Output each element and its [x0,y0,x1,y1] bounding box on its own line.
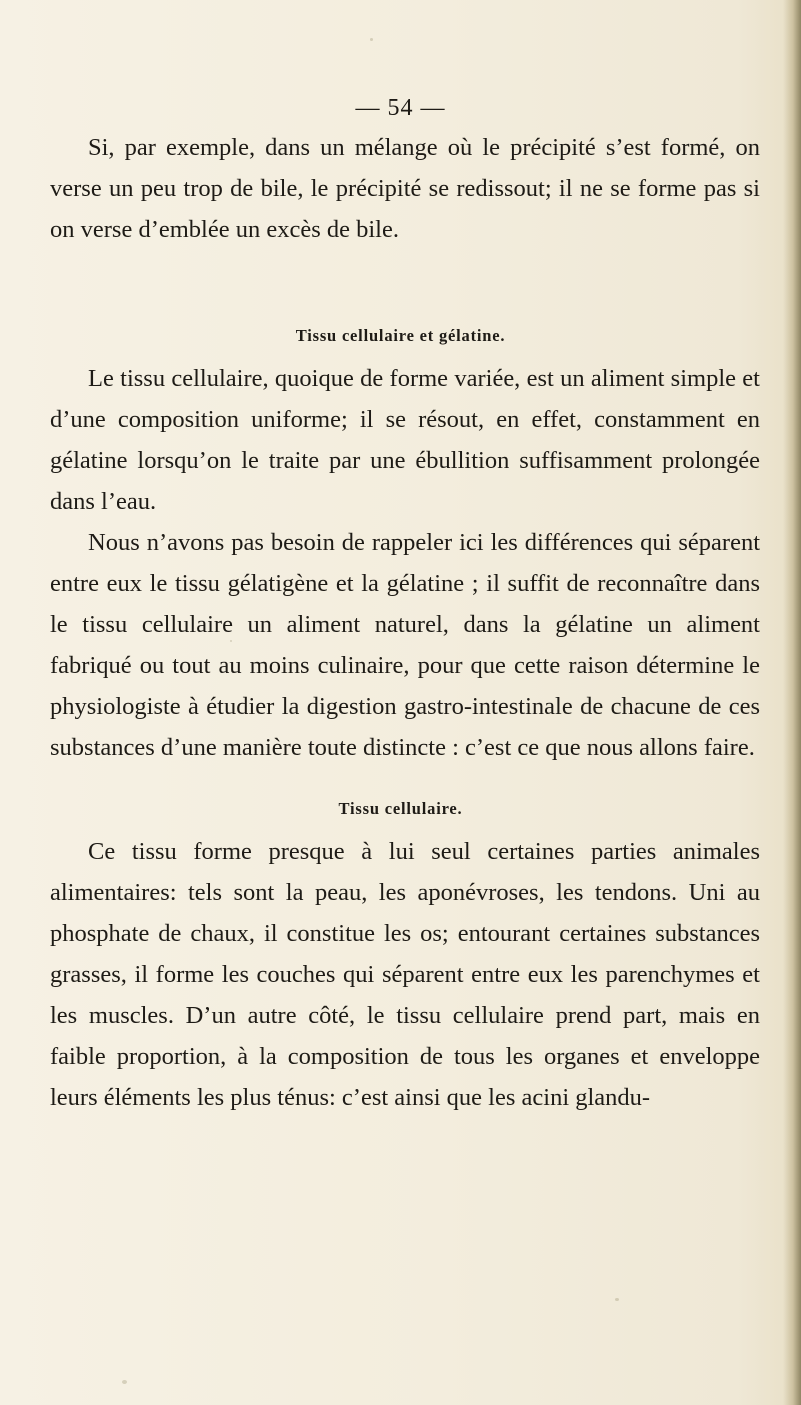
section-heading: Tissu cellulaire et gélatine. [295,326,506,345]
section-heading: Tissu cellulaire. [338,799,463,818]
paragraph: Si, par exemple, dans un mélange où le précipité s’est formé, on verse un peu trop de bile, le précipité se redissout; il ne se forme pas si on verse d’emblée un excès de bile. [50,134,760,243]
paragraph: Ce tissu forme presque à lui seul certaines parties animales alimentaires: tels sont la peau, les aponévroses, les tendons. Uni au phosphate de chaux, il constitue les os; entourant certaines substances grasses, il forme les couches qui séparent entre eux les parenchymes et les muscles. D’un autre côté, le tissu cellulaire prend part, mais en faible proportion, à la composition de tous les organes et enveloppe leurs éléments les plus ténus: c’est ainsi que les acini glandu- [50,838,760,1111]
paper-speck [122,1380,127,1384]
paper-speck [370,38,373,41]
section-2-text [50,831,760,1118]
paper-speck [615,1298,619,1301]
page-number: — 54 — [355,95,446,121]
page-edge-shadow [783,0,801,1405]
paragraph: Le tissu cellulaire, quoique de forme variée, est un aliment simple et d’une composition uniforme; il se résout, en effet, constamment en gélatine lorsqu’on le traite par une ébullition suffisamment prolongée dans l’eau. [50,365,760,515]
paragraph: Nous n’avons pas besoin de rappeler ici les différences qui séparent entre eux le tissu gélatigène et la gélatine ; il suffit de reconnaître dans le tissu cellulaire un aliment naturel, dans la gélatine un aliment fabriqué ou tout au moins culinaire, pour que cette raison détermine le physiologiste à étudier la digestion gastro-intestinale de chacune de ces substances d’une manière toute distincte : c’est ce que nous allons faire. [50,529,760,761]
intro-text [50,127,760,250]
section-1-text [50,358,760,768]
